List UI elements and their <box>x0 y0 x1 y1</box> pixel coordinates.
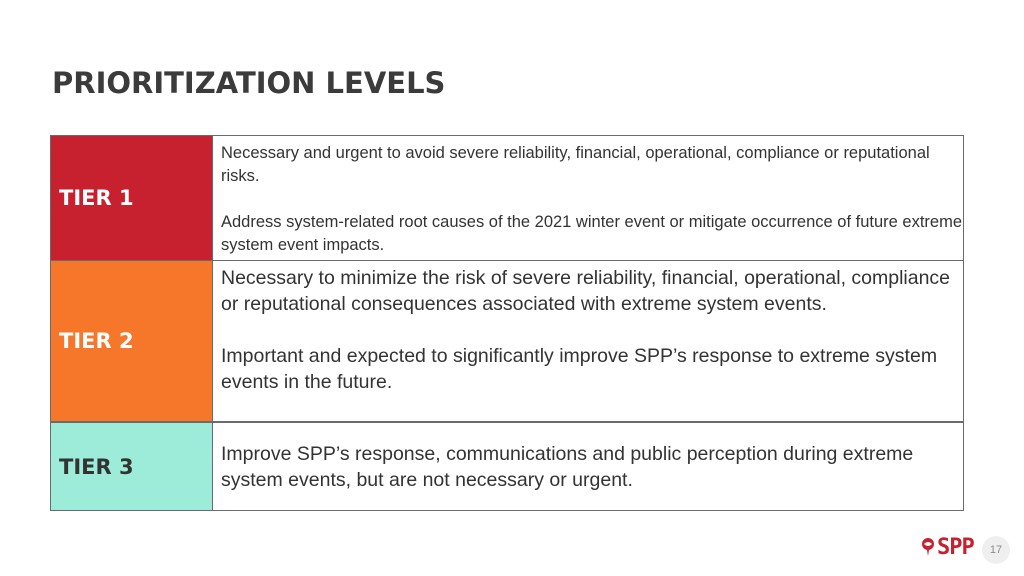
tier-2-label: TIER 2 <box>51 261 213 421</box>
tier-row-2 <box>50 260 964 422</box>
tier-3-description-1: Improve SPP’s response, communications and public perception during extreme system events, but are not necessary or urgent. <box>221 443 914 491</box>
prioritization-table <box>50 135 964 511</box>
spp-logo-text: SPP <box>937 534 974 560</box>
tier-3-description <box>213 423 963 510</box>
tier-2-description-1: Necessary to minimize the risk of severe reliability, financial, operational, compliance or reputational consequences associated with extreme system events. <box>221 267 951 315</box>
tier-2-description <box>213 261 963 421</box>
page-number: 17 <box>982 536 1010 564</box>
page-title: PRIORITIZATION LEVELS <box>52 66 446 100</box>
spp-logo-icon <box>921 537 935 557</box>
tier-row-1 <box>50 135 964 261</box>
spp-logo <box>921 530 975 564</box>
tier-1-description <box>213 136 963 260</box>
tier-1-description-1: Necessary and urgent to avoid severe reliability, financial, operational, compliance or reputational risks. <box>221 144 930 185</box>
tier-row-3 <box>50 422 964 511</box>
tier-1-label: TIER 1 <box>51 136 213 260</box>
tier-2-description-2: Important and expected to significantly improve SPP’s response to extreme system events in the future. <box>221 345 938 393</box>
tier-3-label: TIER 3 <box>51 423 213 510</box>
tier-1-description-2: Address system-related root causes of the 2021 winter event or mitigate occurrence of future extreme system event impacts. <box>221 213 963 254</box>
